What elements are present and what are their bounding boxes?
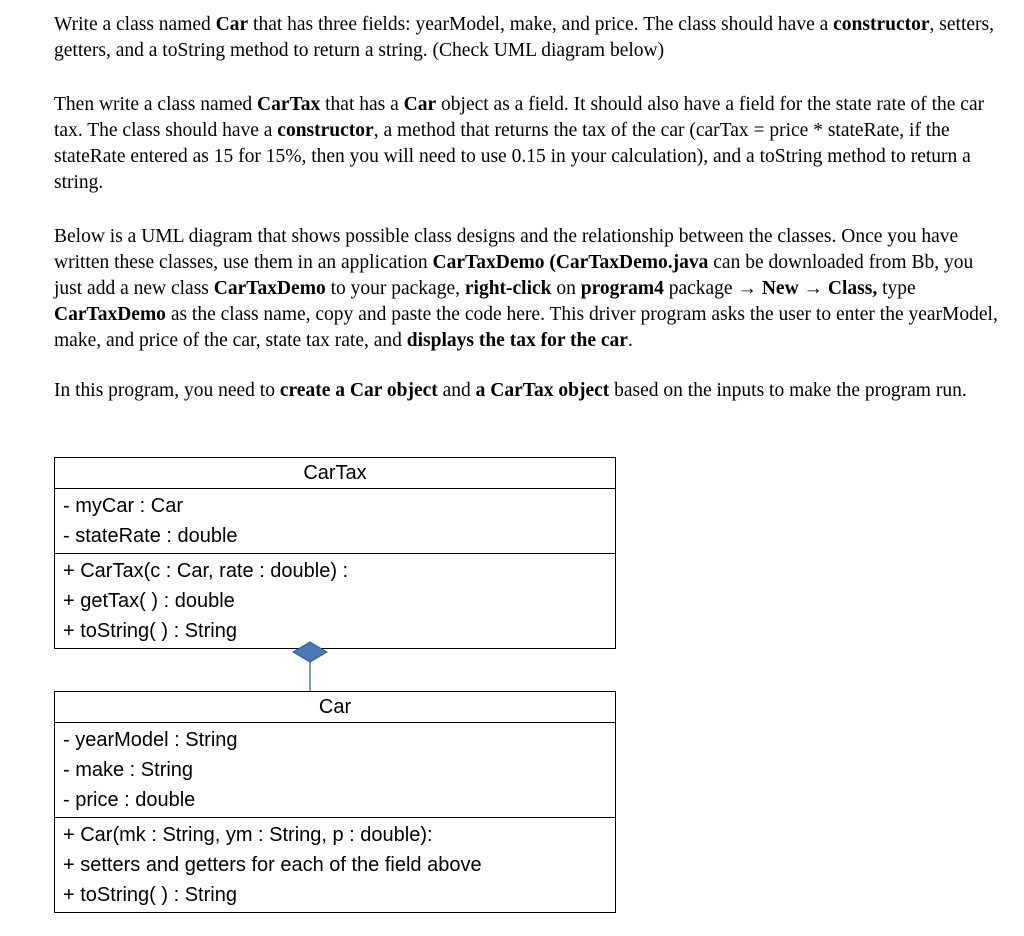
paragraph-cartax-class (54, 92, 1004, 196)
text-run: Then write a class named (54, 94, 258, 115)
uml-method: + toString( ) : String (63, 884, 237, 906)
paragraph-uml-intro (54, 224, 1004, 354)
uml-fields (55, 723, 615, 818)
bold-text-run: create a Car object (279, 380, 438, 401)
aggregation-diamond-icon (293, 642, 327, 662)
uml-method: + toString( ) : String (63, 620, 237, 642)
text-run: , a method that returns the tax of the car (carTax = price * stateRate, if the stateRate entered as 15 for 15%, then you will need to use 0.15 in your calculation), and a toString method to return a string. (54, 120, 971, 193)
bold-text-run: right-click (464, 278, 552, 299)
bold-text-run: displays the tax for the car (406, 330, 628, 351)
text-run: as the class name, copy and paste the code here. This driver program asks the user to enter the yearModel, make, and price of the car, state tax rate, and (54, 304, 998, 351)
bold-text-run: constructor (833, 14, 930, 35)
bold-text-run: CarTaxDemo (54, 304, 166, 325)
uml-methods (55, 554, 615, 648)
text-run: Write a class named (54, 14, 216, 35)
uml-method: + setters and getters for each of the field above (63, 854, 482, 876)
uml-field: - yearModel : String (63, 729, 238, 751)
text-run: package (663, 278, 738, 299)
bold-text-run: → New → Class, (737, 278, 878, 299)
uml-field: - price : double (63, 789, 196, 811)
uml-method: + CarTax(c : Car, rate : double) : (63, 560, 349, 582)
bold-text-run: CarTaxDemo (213, 278, 326, 299)
text-run: based on the inputs to make the program run. (609, 380, 967, 401)
uml-field: - myCar : Car (63, 495, 183, 517)
paragraph-program-objects (54, 378, 1004, 404)
uml-methods (55, 818, 615, 912)
uml-class-cartax (54, 457, 616, 649)
bold-text-run: CarTax (257, 94, 321, 115)
bold-text-run: CarTaxDemo (CarTaxDemo.java (432, 252, 709, 273)
bold-text-run: a CarTax object (475, 380, 610, 401)
text-run: and (437, 380, 476, 401)
bold-text-run: constructor (277, 120, 374, 141)
text-run: Below is a UML diagram that shows possible class designs and the relationship between the classes. Once you have written these classes, use them in an application (54, 226, 959, 273)
text-run: that has three fields: yearModel, make, and price. The class should have a (248, 14, 834, 35)
uml-class-name: CarTax (55, 458, 615, 489)
text-run: object as a field. It should also have a field for the state rate of the car tax. The class should have a (54, 94, 985, 141)
text-run: that has a (320, 94, 404, 115)
uml-field: - make : String (63, 759, 194, 781)
text-run: on (551, 278, 581, 299)
bold-text-run: Car (215, 14, 249, 35)
bold-text-run: program4 (580, 278, 664, 299)
uml-field: - stateRate : double (63, 525, 238, 547)
uml-method: + getTax( ) : double (63, 590, 235, 612)
paragraph-car-class (54, 12, 1004, 64)
text-run: In this program, you need to (54, 380, 280, 401)
uml-method: + Car(mk : String, ym : String, p : double): (63, 824, 433, 846)
uml-class-name: Car (55, 692, 615, 723)
text-run: . (627, 330, 633, 351)
text-run: can be downloaded from Bb, you just add a new class (54, 252, 974, 299)
text-run: to your package, (325, 278, 465, 299)
text-run: , setters, getters, and a toString method to return a string. (Check UML diagram below) (54, 14, 994, 61)
text-run: type (877, 278, 916, 299)
uml-class-car (54, 691, 616, 913)
uml-fields (55, 489, 615, 554)
uml-aggregation-connector (290, 640, 330, 692)
bold-text-run: Car (403, 94, 437, 115)
